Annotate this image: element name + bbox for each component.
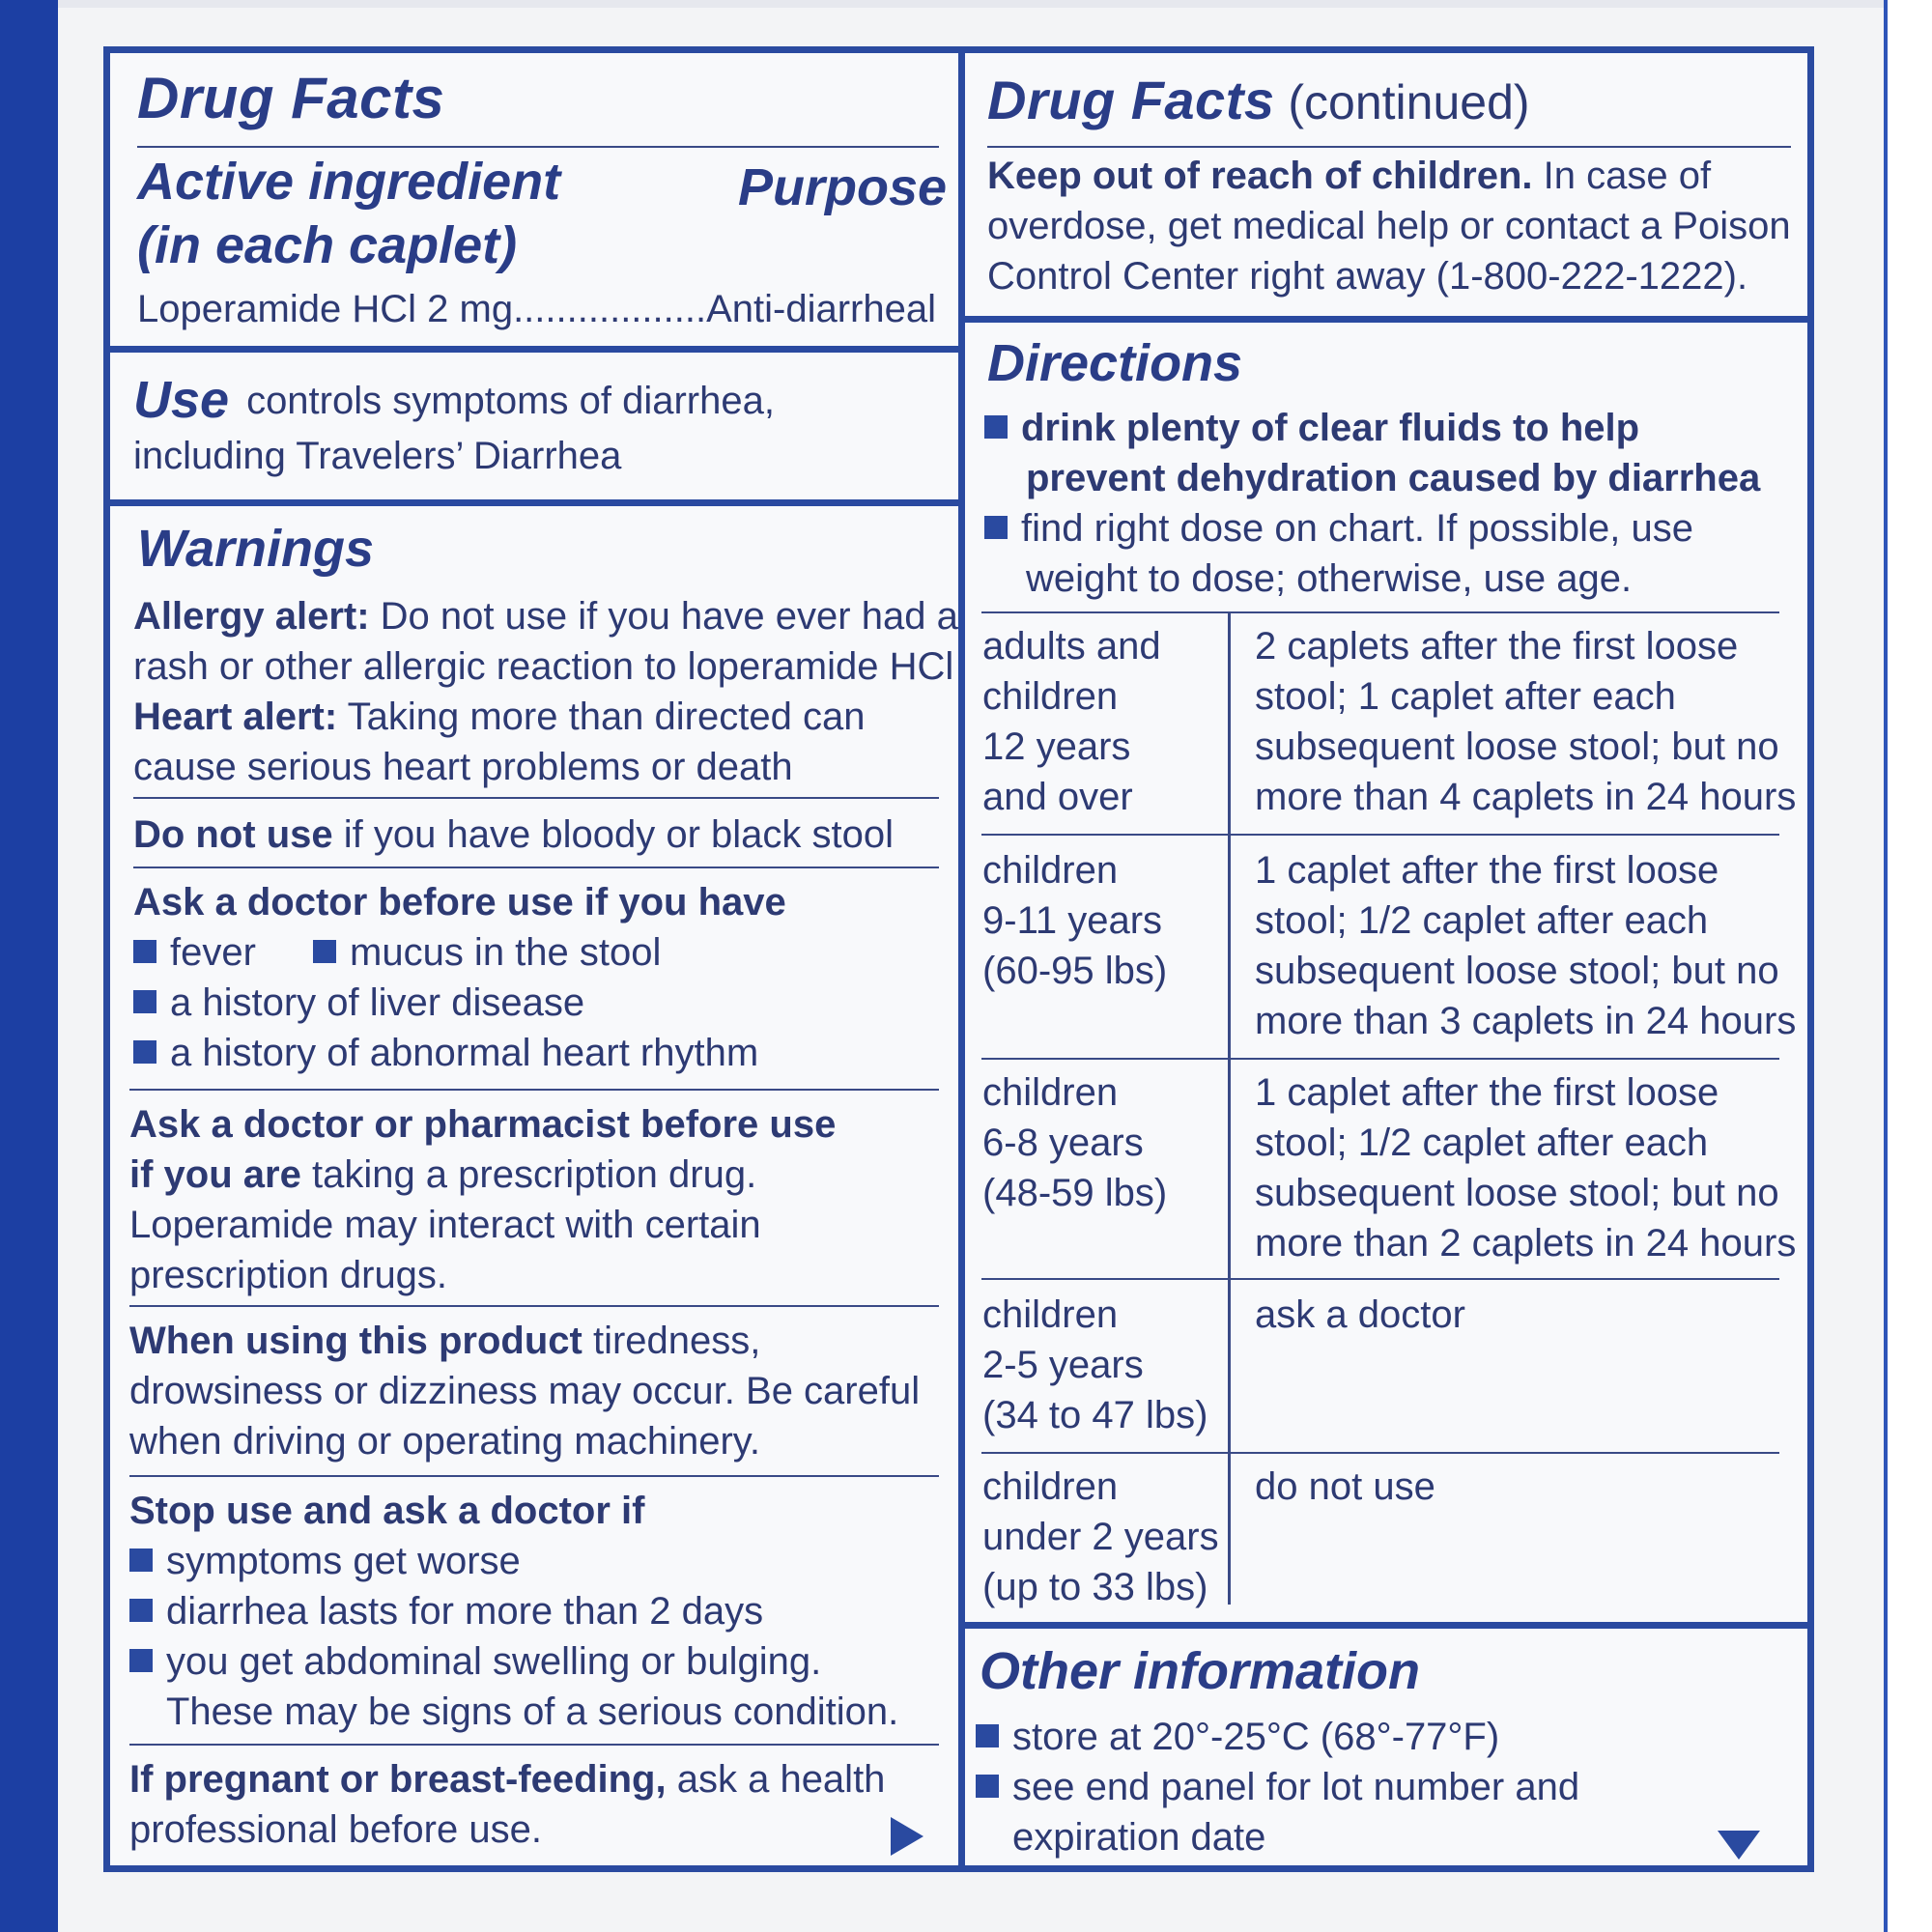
- dosing-age-cell: children under 2 years (up to 33 lbs): [982, 1465, 1219, 1608]
- separator-use: [110, 346, 958, 353]
- bullet-square-icon: [984, 516, 1008, 539]
- pregnant-warning-2: professional before use.: [129, 1808, 542, 1851]
- drug-facts-label: [103, 46, 1814, 1872]
- item-text: diarrhea lasts for more than 2 days: [166, 1590, 764, 1633]
- other-info-text: store at 20°-25°C (68°-77°F): [1012, 1716, 1500, 1758]
- pregnant-label: If pregnant or breast-feeding,: [129, 1758, 667, 1801]
- rule-donot: [133, 797, 939, 799]
- keep-text: In case of: [1532, 155, 1712, 197]
- item-text: fever: [170, 931, 256, 974]
- ask-doctor-item-fever: [133, 928, 256, 977]
- item-text: a history of liver disease: [170, 981, 585, 1024]
- separator-other-info: [965, 1622, 1814, 1629]
- rule-when-using: [129, 1305, 939, 1307]
- pregnant-text: ask a health: [666, 1758, 886, 1801]
- title-rule-right: [987, 146, 1791, 148]
- allergy-alert-2: rash or other allergic reaction to loperamide HCl: [133, 645, 954, 688]
- separator-directions: [965, 316, 1814, 323]
- stop-use-item: [129, 1637, 821, 1686]
- drug-facts-title: Drug Facts: [137, 66, 445, 130]
- drug-facts-continued-title: [987, 69, 1530, 131]
- dosing-row-rule: [981, 1058, 1779, 1060]
- keep-text-2: overdose, get medical help or contact a Poison: [987, 205, 1791, 247]
- dosing-age-cell: adults and children 12 years and over: [982, 625, 1161, 818]
- dot-leader: ..................: [513, 288, 707, 330]
- bullet-square-icon: [976, 1724, 999, 1747]
- title-rule: [137, 146, 939, 148]
- heart-alert-2: cause serious heart problems or death: [133, 746, 793, 788]
- item-text: you get abdominal swelling or bulging.: [166, 1640, 822, 1683]
- dosing-age-cell: children 9-11 years (60-95 lbs): [982, 849, 1168, 992]
- rule-stop-use: [129, 1475, 939, 1477]
- ask-doctor-item-liver: [133, 979, 584, 1027]
- dosing-table-top-rule: [981, 611, 1779, 613]
- dosing-dose-cell: do not use: [1255, 1465, 1435, 1508]
- ask-doctor-heading: Ask a doctor before use if you have: [133, 881, 786, 923]
- dosing-table-column-rule: [1228, 613, 1231, 1605]
- ask-doctor-item-mucus: [313, 928, 661, 977]
- ingredient-line: [137, 285, 936, 333]
- heart-text: Taking more than directed can: [337, 696, 866, 738]
- donot-label: Do not use: [133, 813, 333, 856]
- when-using: [129, 1317, 760, 1365]
- stop-use-item: [129, 1537, 521, 1585]
- item-text: symptoms get worse: [166, 1540, 521, 1582]
- direction-text: drink plenty of clear fluids to help: [1021, 407, 1640, 449]
- keep-out-of-reach: [987, 152, 1711, 200]
- ingredient-purpose: Anti-diarrheal: [706, 288, 936, 330]
- dosing-row-rule: [981, 834, 1779, 836]
- rule-ask-doctor: [133, 867, 939, 868]
- bullet-square-icon: [133, 940, 156, 963]
- continued-label: (continued): [1274, 75, 1530, 129]
- column-divider: [958, 53, 965, 1865]
- allergy-text: Do not use if you have ever had a: [369, 595, 958, 638]
- heart-label: Heart alert:: [133, 696, 338, 738]
- keep-text-3: Control Center right away (1-800-222-1222).: [987, 255, 1748, 298]
- heart-alert: [133, 693, 865, 741]
- dosing-row-rule: [981, 1452, 1779, 1454]
- allergy-label: Allergy alert:: [133, 595, 370, 638]
- ask-pharmacist-label: if you are: [129, 1153, 301, 1196]
- when-using-text-3: when driving or operating machinery.: [129, 1420, 760, 1463]
- bullet-square-icon: [133, 1040, 156, 1064]
- continue-arrow-right-icon: [891, 1817, 923, 1856]
- use-text-2: including Travelers’ Diarrhea: [133, 435, 622, 477]
- other-information-heading: Other information: [980, 1642, 1420, 1700]
- direction-item-fluids-2: prevent dehydration caused by diarrhea: [1026, 457, 1761, 499]
- ingredient-name: Loperamide HCl 2 mg: [137, 288, 514, 330]
- use-heading: Use: [133, 371, 230, 429]
- rule-ask-pharmacist: [129, 1089, 939, 1091]
- ask-pharmacist-heading: Ask a doctor or pharmacist before use: [129, 1103, 837, 1146]
- item-text: a history of abnormal heart rhythm: [170, 1032, 759, 1074]
- dosing-dose-cell: 1 caplet after the first loose stool; 1/2 caplet after each subsequent loose stool; but no more than 3 caplets in 24 hours: [1255, 849, 1797, 1042]
- ask-doctor-item-heart: [133, 1029, 758, 1077]
- active-ingredient-subheading: (in each caplet): [137, 216, 518, 274]
- direction-item-dose-2: weight to dose; otherwise, use age.: [1026, 557, 1633, 600]
- bullet-square-icon: [984, 415, 1008, 439]
- ask-pharmacist-text-2: Loperamide may interact with certain: [129, 1204, 761, 1246]
- do-not-use: [133, 810, 894, 859]
- bullet-square-icon: [313, 940, 336, 963]
- stop-use-note: These may be signs of a serious condition.: [166, 1690, 899, 1733]
- separator-warnings: [110, 499, 958, 506]
- dosing-dose-cell: ask a doctor: [1255, 1293, 1465, 1336]
- ask-pharmacist-text: taking a prescription drug.: [300, 1153, 757, 1196]
- when-using-text: tiredness,: [582, 1320, 761, 1362]
- use-section: [133, 371, 775, 429]
- other-info-item-storage: [976, 1713, 1499, 1761]
- bullet-square-icon: [976, 1775, 999, 1798]
- continue-arrow-down-icon: [1718, 1831, 1760, 1860]
- direction-item-dose: [984, 503, 1693, 554]
- direction-text: find right dose on chart. If possible, use: [1021, 507, 1693, 550]
- dosing-row-rule: [981, 1278, 1779, 1280]
- other-info-item-lot-2: expiration date: [1012, 1816, 1266, 1859]
- purpose-heading: Purpose: [738, 158, 948, 216]
- rule-pregnant: [129, 1744, 939, 1746]
- other-info-text: see end panel for lot number and: [1012, 1766, 1580, 1808]
- bullet-square-icon: [129, 1649, 153, 1672]
- donot-text: if you have bloody or black stool: [332, 813, 895, 856]
- item-text: mucus in the stool: [350, 931, 662, 974]
- active-ingredient-heading: Active ingredient: [137, 153, 561, 211]
- dosing-dose-cell: 2 caplets after the first loose stool; 1 caplet after each subsequent loose stool; but no more than 4 caplets in 24 hours: [1255, 625, 1797, 818]
- keep-label: Keep out of reach of children.: [987, 155, 1533, 197]
- carton-side-left: [0, 0, 58, 1932]
- use-text: controls symptoms of diarrhea,: [246, 380, 775, 422]
- ask-pharmacist-text-3: prescription drugs.: [129, 1254, 448, 1296]
- pregnant-warning: [129, 1755, 885, 1804]
- allergy-alert: [133, 592, 958, 640]
- carton-side-right: [1884, 0, 1932, 1932]
- direction-item-fluids: [984, 403, 1639, 453]
- stop-use-item: [129, 1587, 763, 1635]
- bullet-square-icon: [129, 1548, 153, 1572]
- when-using-label: When using this product: [129, 1320, 582, 1362]
- carton-top-edge: [58, 0, 1884, 8]
- bullet-square-icon: [129, 1599, 153, 1622]
- directions-heading: Directions: [987, 334, 1243, 392]
- warnings-heading: Warnings: [137, 520, 375, 578]
- when-using-text-2: drowsiness or dizziness may occur. Be careful: [129, 1370, 921, 1412]
- stop-use-heading: Stop use and ask a doctor if: [129, 1490, 645, 1532]
- dosing-dose-cell: 1 caplet after the first loose stool; 1/2 caplet after each subsequent loose stool; but no more than 2 caplets in 24 hours: [1255, 1071, 1797, 1264]
- bullet-square-icon: [133, 990, 156, 1013]
- other-info-item-lot: [976, 1763, 1579, 1811]
- dosing-age-cell: children 6-8 years (48-59 lbs): [982, 1071, 1168, 1214]
- ask-pharmacist-line: [129, 1151, 756, 1199]
- drug-facts-title-right: Drug Facts: [987, 70, 1275, 130]
- dosing-age-cell: children 2-5 years (34 to 47 lbs): [982, 1293, 1208, 1436]
